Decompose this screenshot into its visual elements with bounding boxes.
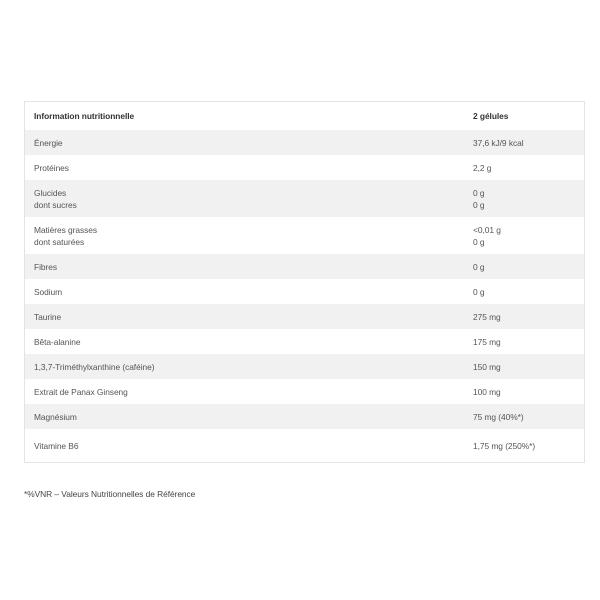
nutrient-name — [25, 379, 464, 404]
value-line: <0,01 g — [473, 224, 501, 235]
table-row — [25, 304, 585, 329]
value-line: 37,6 kJ/9 kcal — [473, 137, 524, 148]
table-row — [25, 254, 585, 279]
table-row — [25, 279, 585, 304]
nutrient-line: Extrait de Panax Ginseng — [34, 386, 128, 397]
value-line: 100 mg — [473, 386, 501, 397]
value-line: 75 mg (40%*) — [473, 411, 524, 422]
header-nutrient: Information nutritionnelle — [34, 111, 135, 121]
nutrient-name — [25, 130, 464, 155]
nutrient-line: Vitamine B6 — [34, 440, 79, 451]
nutrient-line: Taurine — [34, 311, 62, 322]
nutrient-name — [25, 354, 464, 379]
nutrient-name — [25, 429, 464, 463]
nutrient-value — [463, 404, 585, 429]
nutrition-table — [24, 101, 585, 463]
nutrient-name — [25, 180, 464, 217]
nutrient-subline: dont saturées — [34, 236, 85, 247]
nutrient-name — [25, 304, 464, 329]
nutrient-value — [463, 180, 585, 217]
value-line: 0 g — [473, 261, 485, 272]
nutrient-subline: dont sucres — [34, 199, 77, 210]
footnote: *%VNR – Valeurs Nutritionnelles de Référence — [24, 489, 196, 499]
table-row — [25, 155, 585, 180]
nutrient-value — [463, 279, 585, 304]
nutrient-name — [25, 329, 464, 354]
table-header-row — [25, 102, 585, 131]
nutrient-value — [463, 254, 585, 279]
nutrient-line: Énergie — [34, 137, 63, 148]
value-line: 1,75 mg (250%*) — [473, 440, 536, 451]
nutrient-line: Glucides — [34, 187, 67, 198]
value-subline: 0 g — [473, 199, 485, 210]
table-row — [25, 429, 585, 463]
header-amount: 2 gélules — [473, 111, 509, 121]
nutrient-value — [463, 304, 585, 329]
nutrient-line: Fibres — [34, 261, 57, 272]
table-row — [25, 404, 585, 429]
value-line: 150 mg — [473, 361, 501, 372]
nutrient-name — [25, 279, 464, 304]
value-line: 0 g — [473, 187, 485, 198]
table-row — [25, 379, 585, 404]
table-row — [25, 354, 585, 379]
nutrient-line: Protéines — [34, 162, 69, 173]
nutrient-value — [463, 429, 585, 463]
nutrient-name — [25, 404, 464, 429]
value-line: 2,2 g — [473, 162, 492, 173]
nutrient-value — [463, 130, 585, 155]
nutrient-value — [463, 155, 585, 180]
nutrient-value — [463, 379, 585, 404]
value-subline: 0 g — [473, 236, 485, 247]
table-row — [25, 180, 585, 217]
value-line: 275 mg — [473, 311, 501, 322]
nutrient-line: 1,3,7-Triméthylxanthine (caféine) — [34, 361, 155, 372]
table-row — [25, 217, 585, 254]
table-row — [25, 329, 585, 354]
nutrient-name — [25, 217, 464, 254]
nutrient-line: Bêta-alanine — [34, 336, 81, 347]
table-row — [25, 130, 585, 155]
nutrient-name — [25, 254, 464, 279]
nutrient-name — [25, 155, 464, 180]
nutrient-value — [463, 329, 585, 354]
nutrient-line: Magnésium — [34, 411, 77, 422]
nutrient-value — [463, 217, 585, 254]
value-line: 175 mg — [473, 336, 501, 347]
value-line: 0 g — [473, 286, 485, 297]
nutrient-line: Matières grasses — [34, 224, 97, 235]
nutrient-line: Sodium — [34, 286, 63, 297]
nutrient-value — [463, 354, 585, 379]
